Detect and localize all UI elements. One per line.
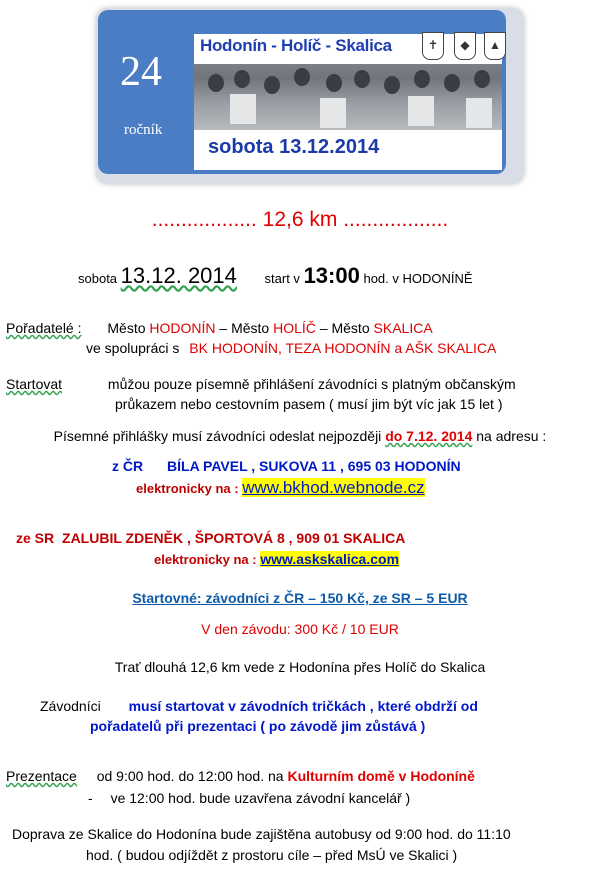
start-label: start v (264, 271, 300, 286)
start-suffix: hod. v HODONÍNĚ (363, 271, 473, 286)
start-rules-line-1 (6, 376, 516, 392)
presentation-dash: - (88, 790, 93, 806)
cooperation-text: ve spolupráci s (86, 340, 180, 356)
entry-fee: Startovné: závodníci z ČR – 150 Kč, ze SR – 5 EUR (132, 590, 468, 606)
edition-label: ročník (124, 122, 163, 138)
cz-address-line (112, 458, 461, 474)
distance-dots-left: .................. (151, 208, 257, 231)
event-banner (96, 8, 524, 184)
organizers-mesto: Město (107, 320, 146, 336)
presentation-line (6, 768, 475, 784)
cooperation-partners: BK HODONÍN, TEZA HODONÍN a AŠK SKALICA (189, 340, 497, 356)
distance-dots-right: .................. (343, 208, 449, 231)
organizers-dash-2: – Město (319, 320, 370, 336)
organizer-city-skalica: SKALICA (373, 320, 433, 336)
banner-date: sobota 13.12.2014 (208, 136, 380, 158)
registration-deadline: do 7.12. 2014 (385, 428, 473, 444)
organizer-city-hodonin: HODONÍN (149, 320, 216, 336)
organizers-label: Pořadatelé : (6, 320, 82, 336)
start-rules-label: Startovat (6, 376, 63, 392)
start-rules-line-2: průkazem nebo cestovním pasem ( musí jim být víc jak 15 let ) (115, 396, 503, 412)
shirts-label: Závodníci (40, 698, 101, 714)
start-line (78, 263, 473, 289)
route-text: Trať dlouhá 12,6 km vede z Hodonína přes Holíč do Skalica (114, 659, 486, 675)
presentation-label: Prezentace (6, 768, 77, 784)
distance-line (0, 208, 600, 232)
sk-prefix: ze SR (16, 530, 55, 546)
crest-icon: ✝ (422, 32, 444, 60)
cz-url-link[interactable]: www.bkhod.webnode.cz (242, 478, 425, 497)
sk-online-line (154, 551, 399, 567)
transport-line-1: Doprava ze Skalice do Hodonína bude zajištěna autobusy od 9:00 hod. do 11:10 (12, 826, 511, 842)
shirts-text-1: musí startovat v závodních tričkách , které obdrží od (128, 698, 478, 714)
transport-line-2: hod. ( budou odjíždět z prostoru cíle – před MsÚ ve Skalici ) (86, 847, 458, 863)
sk-address-line (16, 530, 405, 546)
presentation-time: od 9:00 hod. do 12:00 hod. na (96, 768, 284, 784)
organizers-dash-1: – Město (219, 320, 270, 336)
cz-prefix: z ČR (112, 458, 144, 474)
cz-online-line (136, 478, 425, 498)
race-day-fee (0, 621, 600, 637)
banner-panel (98, 10, 506, 174)
shield-icon: ◆ (454, 32, 476, 60)
sk-address: ZALUBIL ZDENĚK , ŠPORTOVÁ 8 , 909 01 SKALICA (62, 530, 406, 546)
registration-suffix: na adresu : (476, 428, 547, 444)
organizers-line (6, 320, 433, 336)
sk-online-label: elektronicky na : (154, 552, 257, 567)
cz-address: BÍLA PAVEL , SUKOVA 11 , 695 03 HODONÍN (167, 458, 461, 474)
wolf-crest-icon: ▲ (484, 32, 506, 60)
route-title: Hodonín - Holíč - Skalica (200, 36, 392, 55)
start-date: 13.12. 2014 (120, 263, 237, 288)
presentation-line-2 (88, 790, 410, 806)
distance-value: 12,6 km (262, 208, 338, 231)
registration-text: Písemné přihlášky musí závodníci odeslat nejpozději (53, 428, 382, 444)
registration-line (0, 428, 600, 444)
shirts-text-2: pořadatelů při prezentaci ( po závodě jim zůstává ) (90, 718, 426, 734)
shirts-line-2 (90, 718, 425, 734)
race-day-fee-text: V den závodu: 300 Kč / 10 EUR (201, 621, 399, 637)
cooperation-line (86, 340, 496, 356)
sk-url-link[interactable]: www.askskalica.com (260, 551, 400, 567)
start-time: 13:00 (303, 263, 360, 288)
edition-number: 24 (120, 49, 162, 95)
shirts-line-1 (40, 698, 478, 714)
presentation-place: Kulturním domě v Hodoníně (287, 768, 475, 784)
start-prefix: sobota (78, 271, 118, 286)
start-rules-text-1: můžou pouze písemně přihlášení závodníci s platným občanským (107, 376, 516, 392)
presentation-closing: ve 12:00 hod. bude uzavřena závodní kancelář ) (110, 790, 411, 806)
cz-online-label: elektronicky na : (136, 481, 239, 496)
organizer-city-holic: HOLÍČ (273, 320, 316, 336)
